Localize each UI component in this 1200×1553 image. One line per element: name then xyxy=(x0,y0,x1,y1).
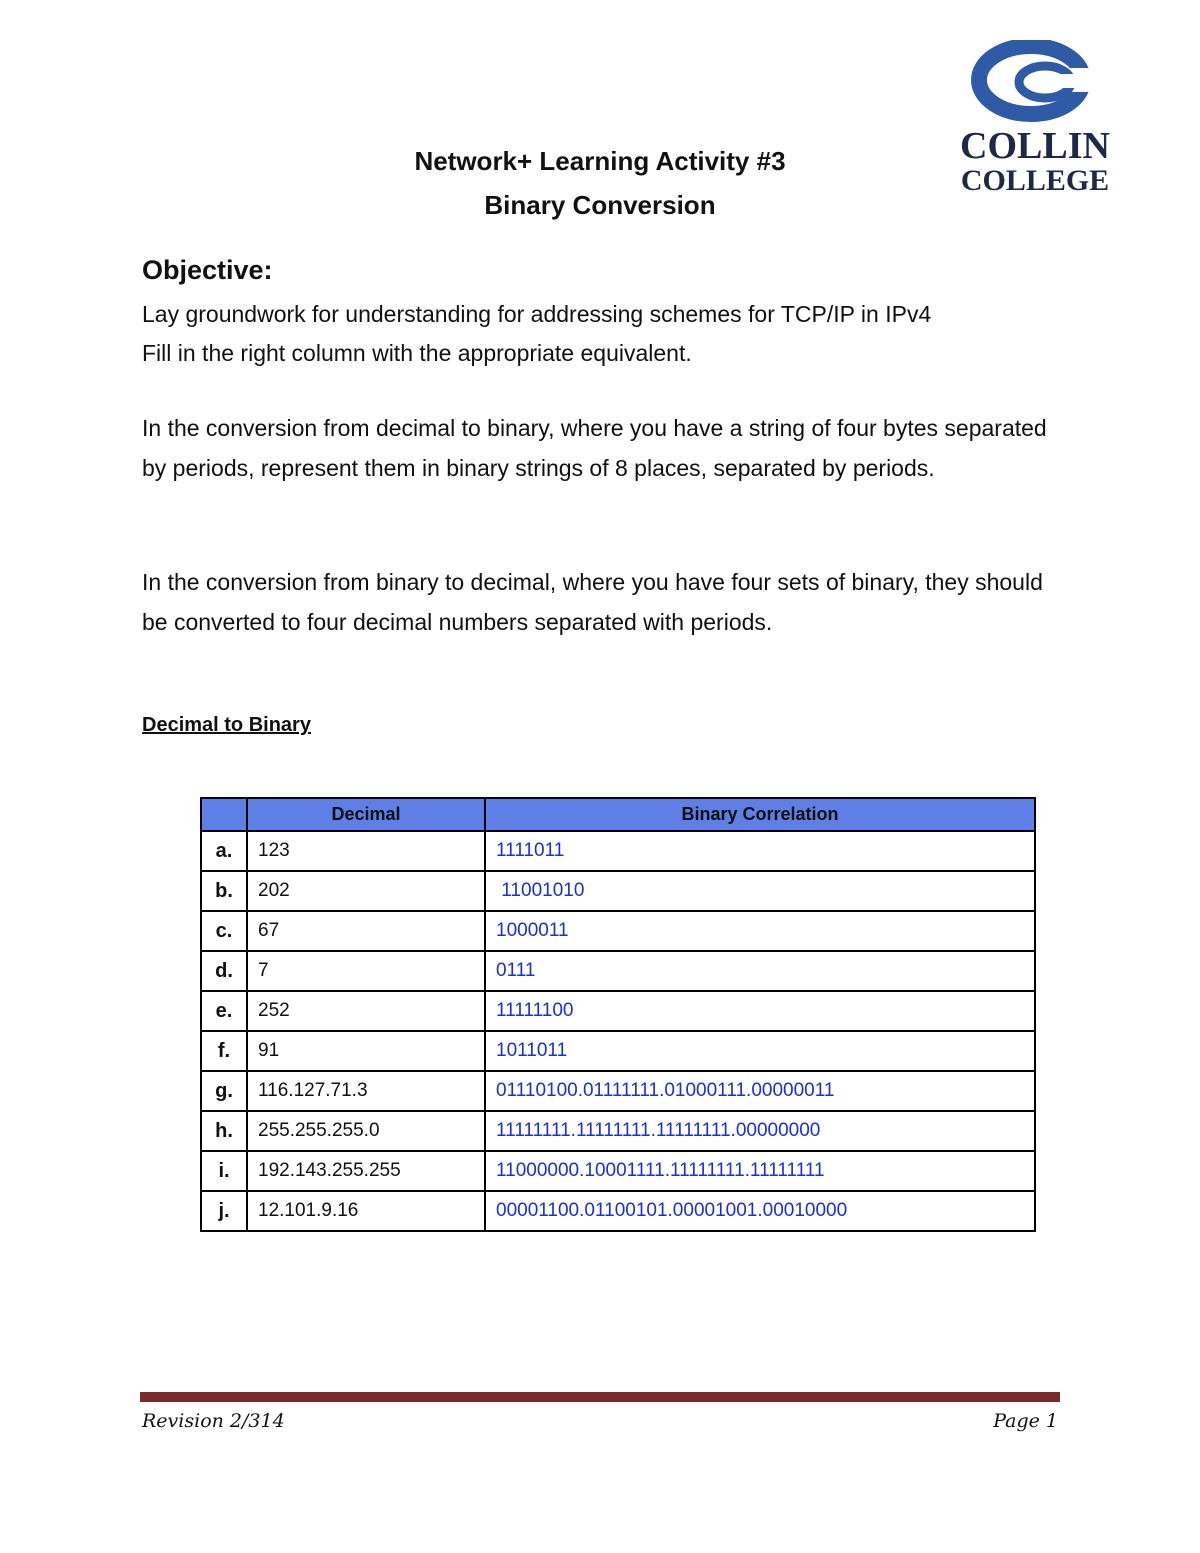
table-row xyxy=(201,1031,1035,1071)
row-letter: c. xyxy=(201,911,247,951)
table-header-row xyxy=(201,798,1035,831)
column-header-letter xyxy=(201,798,247,831)
table-row xyxy=(201,871,1035,911)
binary-answer[interactable]: 0111 xyxy=(485,951,1035,991)
binary-answer[interactable]: 01110100.01111111.01000111.00000011 xyxy=(485,1071,1035,1111)
instructions-binary-to-decimal: In the conversion from binary to decimal, where you have four sets of binary, they should be converted to four decimal numbers separated with periods. xyxy=(142,569,1043,635)
row-letter: b. xyxy=(201,871,247,911)
table-row xyxy=(201,911,1035,951)
decimal-value: 67 xyxy=(247,911,485,951)
binary-answer[interactable]: 11000000.10001111.11111111.11111111 xyxy=(485,1151,1035,1191)
decimal-value: 116.127.71.3 xyxy=(247,1071,485,1111)
row-letter: a. xyxy=(201,831,247,871)
footer-divider xyxy=(140,1392,1060,1402)
binary-answer[interactable]: 11001010 xyxy=(485,871,1035,911)
binary-answer[interactable]: 11111100 xyxy=(485,991,1035,1031)
decimal-value: 123 xyxy=(247,831,485,871)
row-letter: e. xyxy=(201,991,247,1031)
table-row xyxy=(201,1151,1035,1191)
decimal-value: 7 xyxy=(247,951,485,991)
conversion-table xyxy=(200,797,1036,1232)
row-letter: i. xyxy=(201,1151,247,1191)
row-letter: g. xyxy=(201,1071,247,1111)
footer-page-number: Page 1 xyxy=(993,1410,1058,1432)
row-letter: d. xyxy=(201,951,247,991)
decimal-value: 255.255.255.0 xyxy=(247,1111,485,1151)
table-row xyxy=(201,1111,1035,1151)
binary-answer[interactable]: 00001100.01100101.00001001.00010000 xyxy=(485,1191,1035,1231)
document-title: Network+ Learning Activity #3 xyxy=(414,146,786,176)
row-letter: h. xyxy=(201,1111,247,1151)
table-row xyxy=(201,951,1035,991)
objective-heading: Objective: xyxy=(142,255,273,285)
decimal-value: 202 xyxy=(247,871,485,911)
decimal-value: 252 xyxy=(247,991,485,1031)
table-row xyxy=(201,1191,1035,1231)
table-row xyxy=(201,831,1035,871)
binary-answer[interactable]: 1000011 xyxy=(485,911,1035,951)
row-letter: f. xyxy=(201,1031,247,1071)
table-row xyxy=(201,991,1035,1031)
binary-answer[interactable]: 1011011 xyxy=(485,1031,1035,1071)
binary-answer[interactable]: 11111111.11111111.11111111.00000000 xyxy=(485,1111,1035,1151)
document-subtitle: Binary Conversion xyxy=(484,190,716,220)
footer-revision: Revision 2/314 xyxy=(142,1410,285,1432)
binary-answer[interactable]: 1111011 xyxy=(485,831,1035,871)
instructions-decimal-to-binary: In the conversion from decimal to binary, where you have a string of four bytes separated by periods, represent them in binary strings of 8 places, separated by periods. xyxy=(142,415,1047,481)
column-header-binary: Binary Correlation xyxy=(485,798,1035,831)
decimal-value: 12.101.9.16 xyxy=(247,1191,485,1231)
row-letter: j. xyxy=(201,1191,247,1231)
table-row xyxy=(201,1071,1035,1111)
decimal-value: 192.143.255.255 xyxy=(247,1151,485,1191)
decimal-value: 91 xyxy=(247,1031,485,1071)
objective-line-1: Lay groundwork for understanding for addressing schemes for TCP/IP in IPv4 xyxy=(142,301,932,327)
section-heading-decimal-to-binary: Decimal to Binary xyxy=(142,714,311,736)
objective-line-2: Fill in the right column with the appropriate equivalent. xyxy=(142,340,692,366)
svg-text:COLLEGE: COLLEGE xyxy=(960,164,1110,195)
column-header-decimal: Decimal xyxy=(247,798,485,831)
svg-text:COLLIN: COLLIN xyxy=(960,125,1110,167)
